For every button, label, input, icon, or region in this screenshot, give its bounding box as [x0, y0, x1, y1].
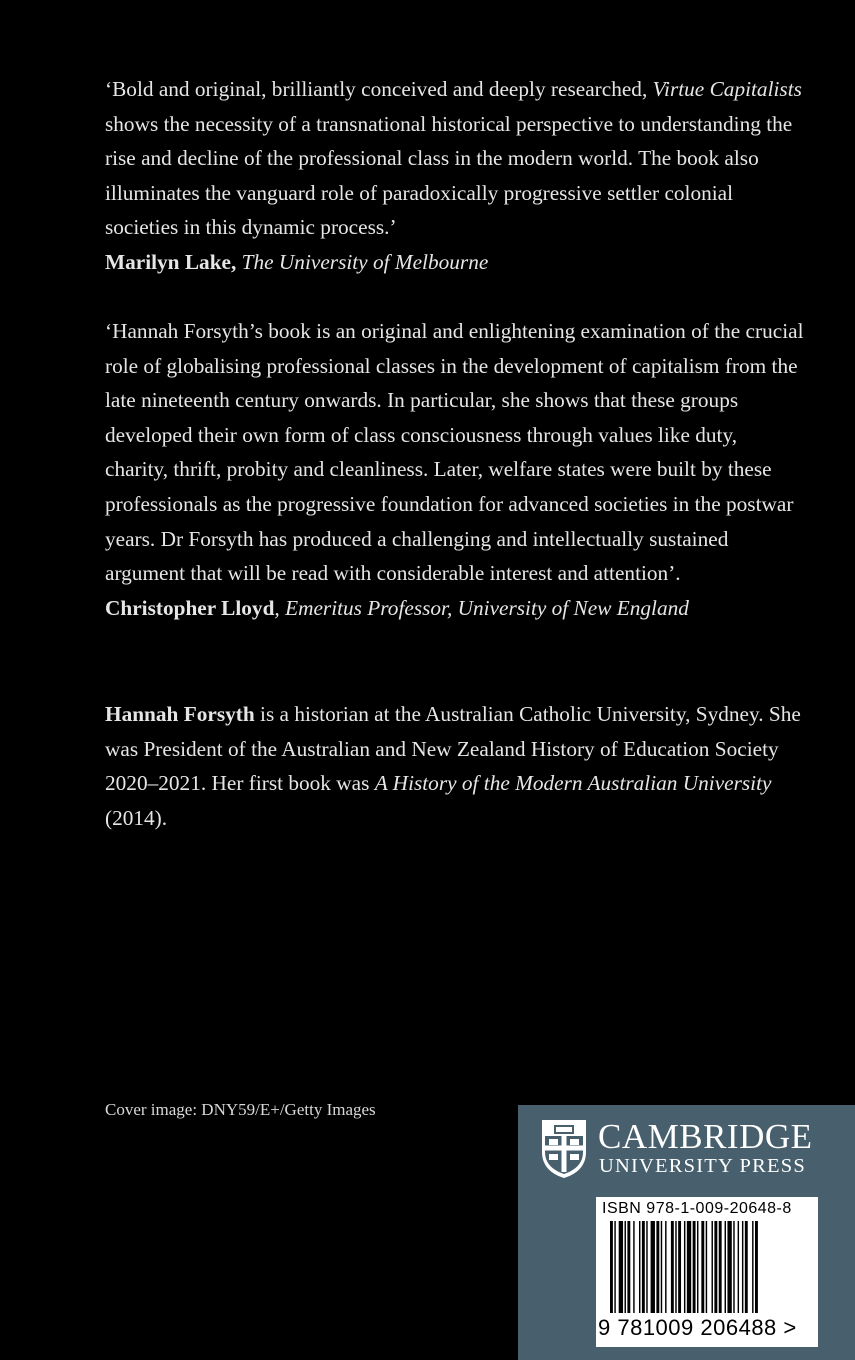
barcode-bar: [738, 1221, 739, 1313]
barcode-bar: [706, 1221, 707, 1313]
barcode-bar: [675, 1221, 676, 1313]
barcode-bar: [651, 1221, 655, 1313]
barcode-bar: [639, 1221, 640, 1313]
barcode-bar: [642, 1221, 645, 1313]
barcode-bar: [687, 1221, 691, 1313]
barcode-bar: [614, 1221, 615, 1313]
quote-2-text: ‘Hannah Forsyth’s book is an original and enlightening examination of the crucial role of globalising professional classes in the development of capitalism from the late nineteenth century onwards. In particular, she shows that these groups developed their own form of class consciousness through values like duty, charity, thrift, probity and cleanliness. Later, welfare states were built by these professionals as the progressive foundation for advanced societies in the postwar years. Dr Forsyth has produced a challenging and intellectually sustained argument that will be read with considerable interest and attention’.: [105, 319, 804, 586]
cover-image-credit: Cover image: DNY59/E+/Getty Images: [105, 1100, 376, 1119]
barcode-bar: [712, 1221, 713, 1313]
barcode-bar: [752, 1221, 753, 1313]
barcode-bar: [684, 1221, 685, 1313]
barcode-bar: [625, 1221, 626, 1313]
publisher-name: CAMBRIDGE: [598, 1117, 813, 1156]
barcode-bar: [725, 1221, 726, 1313]
barcode-bar: [610, 1221, 613, 1313]
endorsement-quote-2: [105, 314, 805, 625]
barcode-bar: [665, 1221, 666, 1313]
quote-1-attribution: Marilyn Lake, The University of Melbourne: [105, 249, 489, 274]
barcode-bar: [727, 1221, 731, 1313]
publisher-panel: [518, 1105, 855, 1360]
author-bio: [105, 697, 805, 835]
endorsement-quote-1: [105, 72, 805, 280]
publisher-subname: UNIVERSITY PRESS: [599, 1155, 806, 1177]
barcode-bar: [693, 1221, 696, 1313]
barcode-bar: [733, 1221, 734, 1313]
barcode-bar: [697, 1221, 698, 1313]
isbn-barcode: [596, 1197, 818, 1347]
barcode-bar: [646, 1221, 647, 1313]
barcode-bar: [755, 1221, 758, 1313]
barcode-bar: [627, 1221, 630, 1313]
barcode-bar: [619, 1221, 623, 1313]
barcode-bar: [678, 1221, 681, 1313]
barcode-digits: 9 781009 206488 >: [598, 1315, 797, 1340]
barcode-bar: [742, 1221, 743, 1313]
barcode-bar: [701, 1221, 704, 1313]
barcode-bar: [656, 1221, 659, 1313]
barcode-bar: [661, 1221, 662, 1313]
barcode-bars: [610, 1221, 806, 1313]
barcode-bar: [719, 1221, 722, 1313]
quote-1-text: ‘Bold and original, brilliantly conceived and deeply researched, Virtue Capitalists shows the necessity of a transnational historical perspective to understanding the rise and decline of the professional class in the modern world. The book also illuminates the vanguard role of paradoxically progressive settler colonial societies in this dynamic process.’: [105, 77, 802, 240]
isbn-label: ISBN 978-1-009-20648-8: [602, 1200, 792, 1217]
author-bio-text: Hannah Forsyth is a historian at the Australian Catholic University, Sydney. She was President of the Australian and New Zealand History of Education Society 2020–2021. Her first book was A History of the Modern Australian University (2014).: [105, 702, 801, 830]
barcode-bar: [714, 1221, 717, 1313]
barcode-bar: [671, 1221, 674, 1313]
quote-2-attribution: Christopher Lloyd, Emeritus Professor, University of New England: [105, 595, 689, 620]
cambridge-shield-icon: [540, 1118, 588, 1180]
barcode-bar: [633, 1221, 634, 1313]
barcode-bar: [745, 1221, 748, 1313]
